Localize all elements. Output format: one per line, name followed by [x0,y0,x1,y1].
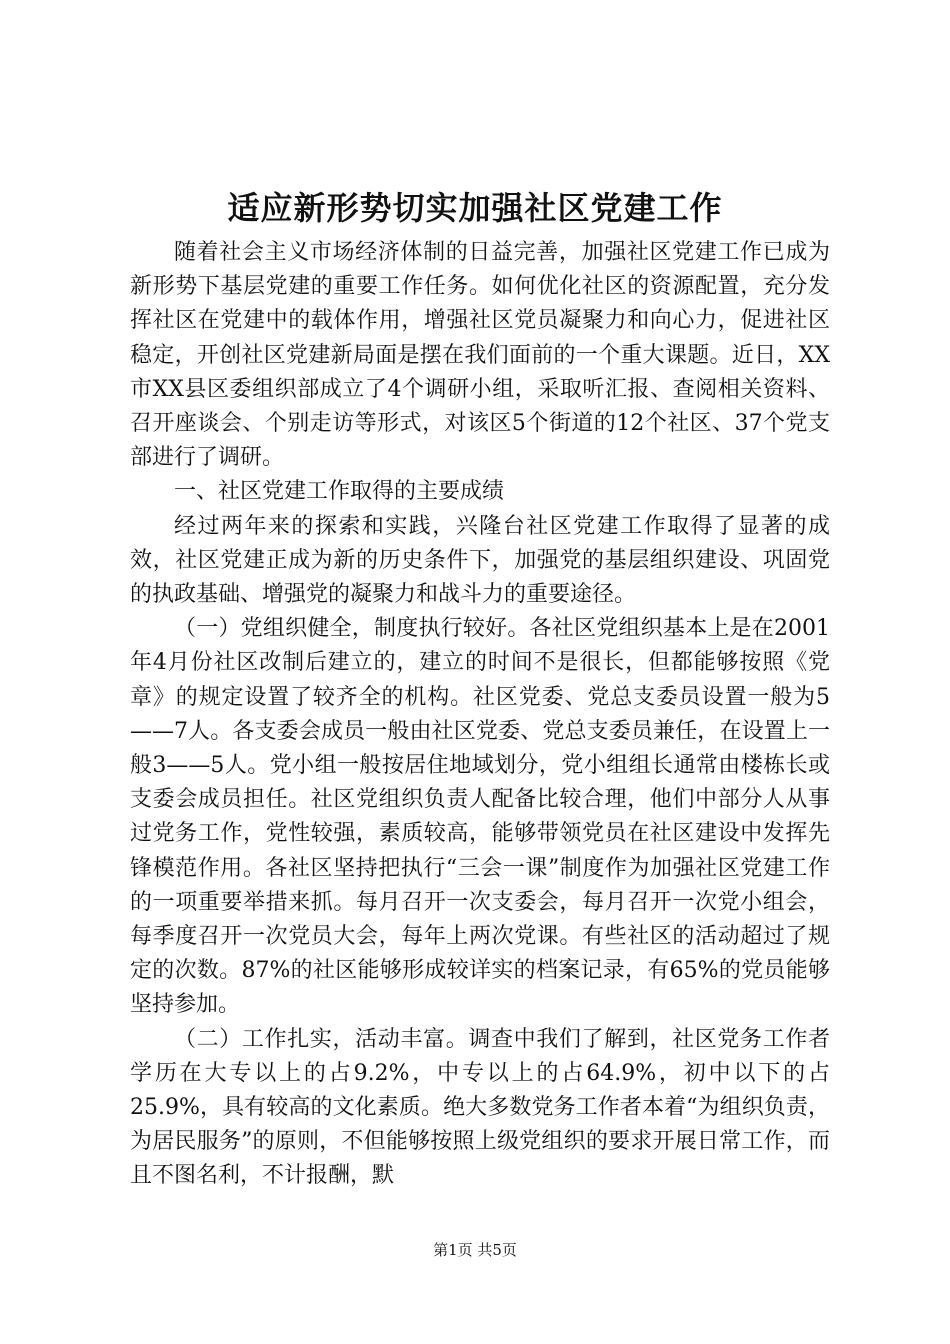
page-footer: 第1页 共5页 [433,1241,517,1259]
paragraph-achievements: 经过两年来的探索和实践，兴隆台社区党建工作取得了显著的成效，社区党建正成为新的历史条件下，加强党的基层组织建设、巩固党的执政基础、增强党的凝聚力和战斗力的重要途径。 [130,513,830,608]
document-title: 适应新形势切实加强社区党建工作 [227,189,723,227]
paragraph-subsection-1: （一）党组织健全，制度执行较好。各社区党组织基本上是在2001年4月份社区改制后建立的，建立的时间不是很长，但都能够按照《党章》的规定设置了较齐全的机构。社区党委、党总支委员设置一般为5——7人。各支委会成员一般由社区党委、党总支委员兼任，在设置上一般3——5人。党小组一般按居住地域划分，党小组组长通常由楼栋长或支委会成员担任。社区党组织负责人配备比较合理，他们中部分人从事过党务工作，党性较强，素质较高，能够带领党员在社区建设中发挥先锋模范作用。各社区坚持把执行“三会一课”制度作为加强社区党建工作的一项重要举措来抓。每月召开一次支委会，每月召开一次党小组会，每季度召开一次党员大会，每年上两次党课。有些社区的活动超过了规定的次数。87%的社区能够形成较详实的档案记录，有65%的党员能够坚持参加。 [130,616,830,1018]
section-heading-1: 一、社区党建工作取得的主要成绩 [174,479,505,505]
document-body [130,236,830,1194]
paragraph-subsection-2: （二）工作扎实，活动丰富。调查中我们了解到，社区党务工作者学历在大专以上的占9.2%，中专以上的占64.9%，初中以下的占25.9%，具有较高的文化素质。绝大多数党务工作者本着“为组织负责，为居民服务”的原则，不但能够按照上级党组织的要求开展日常工作，而且不图名利，不计报酬，默 [130,1026,830,1189]
paragraph-intro: 随着社会主义市场经济体制的日益完善，加强社区党建工作已成为新形势下基层党建的重要工作任务。如何优化社区的资源配置，充分发挥社区在党建中的载体作用，增强社区党员凝聚力和向心力，促进社区稳定，开创社区党建新局面是摆在我们面前的一个重大课题。近日，XX市XX县区委组织部成立了4个调研小组，采取听汇报、查阅相关资料、召开座谈会、个别走访等形式，对该区5个街道的12个社区、37个党支部进行了调研。 [130,240,830,471]
